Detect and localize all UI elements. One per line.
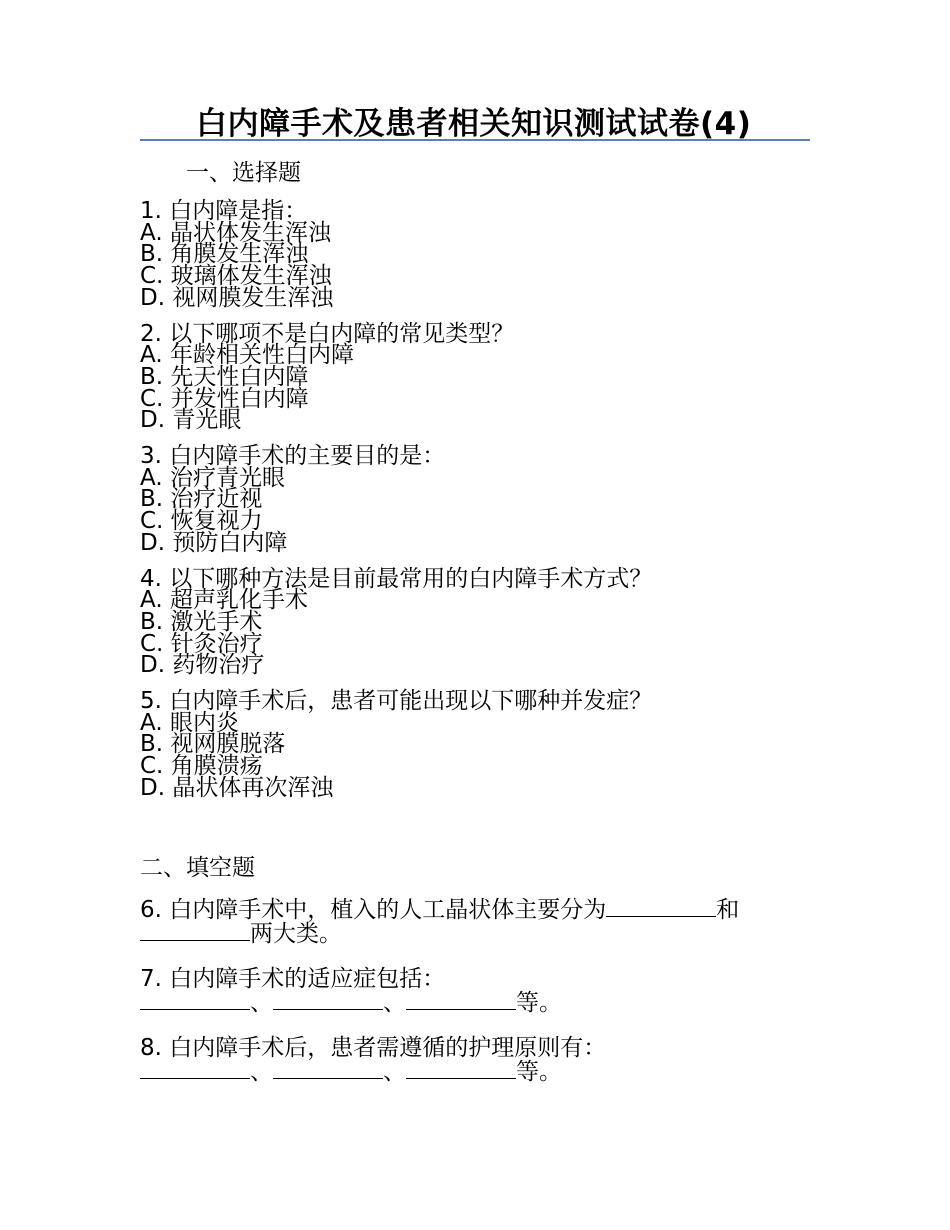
option-d: D. 预防白内障: [140, 529, 288, 556]
option-c: C. 角膜溃疡: [140, 753, 263, 780]
option-a: A. 眼内炎: [140, 709, 239, 736]
option-d: D. 药物治疗: [140, 652, 265, 679]
question-1: [140, 198, 840, 311]
question-tail: 等。: [516, 990, 562, 1016]
question-8: [140, 1037, 860, 1084]
answer-blank: [273, 991, 383, 1010]
question-tail: 两大类。: [250, 921, 342, 947]
option-a: A. 晶状体发生浑浊: [140, 219, 331, 246]
answer-blank: [273, 1060, 383, 1079]
answer-blank: [406, 991, 516, 1010]
section-heading-fill-in: 二、填空题: [140, 855, 255, 881]
option-c: C. 并发性白内障: [140, 385, 309, 412]
answer-blank: [140, 991, 250, 1010]
answer-blank: [606, 898, 716, 917]
question-stem: 8. 白内障手术后，患者需遵循的护理原则有：: [140, 1035, 607, 1061]
question-stem: 7. 白内障手术的适应症包括：: [140, 966, 446, 992]
question-tail: 等。: [516, 1059, 562, 1085]
option-a: A. 超声乳化手术: [140, 587, 308, 614]
option-c: C. 玻璃体发生浑浊: [140, 263, 332, 290]
option-c: C. 恢复视力: [140, 508, 263, 535]
section-heading-choice: 一、选择题: [186, 160, 301, 186]
question-stem: 4. 以下哪种方法是目前最常用的白内障手术方式？: [140, 565, 653, 592]
option-b: B. 激光手术: [140, 608, 263, 635]
separator-text: 、: [250, 1059, 273, 1085]
question-stem: 1. 白内障是指：: [140, 198, 308, 224]
question-line: [140, 898, 860, 922]
option-b: B. 视网膜脱落: [140, 731, 286, 758]
question-5: [140, 688, 840, 801]
fill-in-list: [140, 898, 860, 1106]
separator-text: 、: [383, 990, 406, 1016]
separator-text: 、: [383, 1059, 406, 1085]
question-6: [140, 898, 860, 946]
option-b: B. 角膜发生浑浊: [140, 241, 309, 268]
option-a: A. 年龄相关性白内障: [140, 342, 354, 369]
question-stem: 2. 以下哪项不是白内障的常见类型？: [140, 320, 515, 347]
question-2: [140, 320, 840, 434]
answer-blank: [140, 922, 250, 941]
option-c: C. 针灸治疗: [140, 630, 263, 657]
multiple-choice-list: [140, 198, 840, 814]
question-line: [140, 922, 860, 946]
option-b: B. 先天性白内障: [140, 363, 309, 390]
answer-blank: [406, 1060, 516, 1079]
question-stem: 3. 白内障手术的主要目的是：: [140, 443, 446, 470]
answer-blank: [140, 1060, 250, 1079]
option-d: D. 视网膜发生浑浊: [140, 284, 334, 311]
question-line: [140, 991, 860, 1015]
question-stem: 5. 白内障手术后，患者可能出现以下哪种并发症？: [140, 688, 653, 715]
question-3: [140, 443, 840, 556]
conjunction-text: 和: [716, 897, 740, 923]
question-stem: 6. 白内障手术中，植入的人工晶状体主要分为: [140, 897, 607, 923]
question-7: [140, 968, 860, 1015]
option-d: D. 晶状体再次浑浊: [140, 774, 334, 801]
option-d: D. 青光眼: [140, 407, 242, 434]
page-title: 白内障手术及患者相关知识测试试卷(4): [196, 106, 752, 142]
title-underline: [140, 139, 810, 141]
option-b: B. 治疗近视: [140, 486, 263, 513]
question-line: [140, 1060, 860, 1084]
separator-text: 、: [250, 990, 273, 1016]
question-4: [140, 565, 840, 679]
option-a: A. 治疗青光眼: [140, 464, 285, 491]
